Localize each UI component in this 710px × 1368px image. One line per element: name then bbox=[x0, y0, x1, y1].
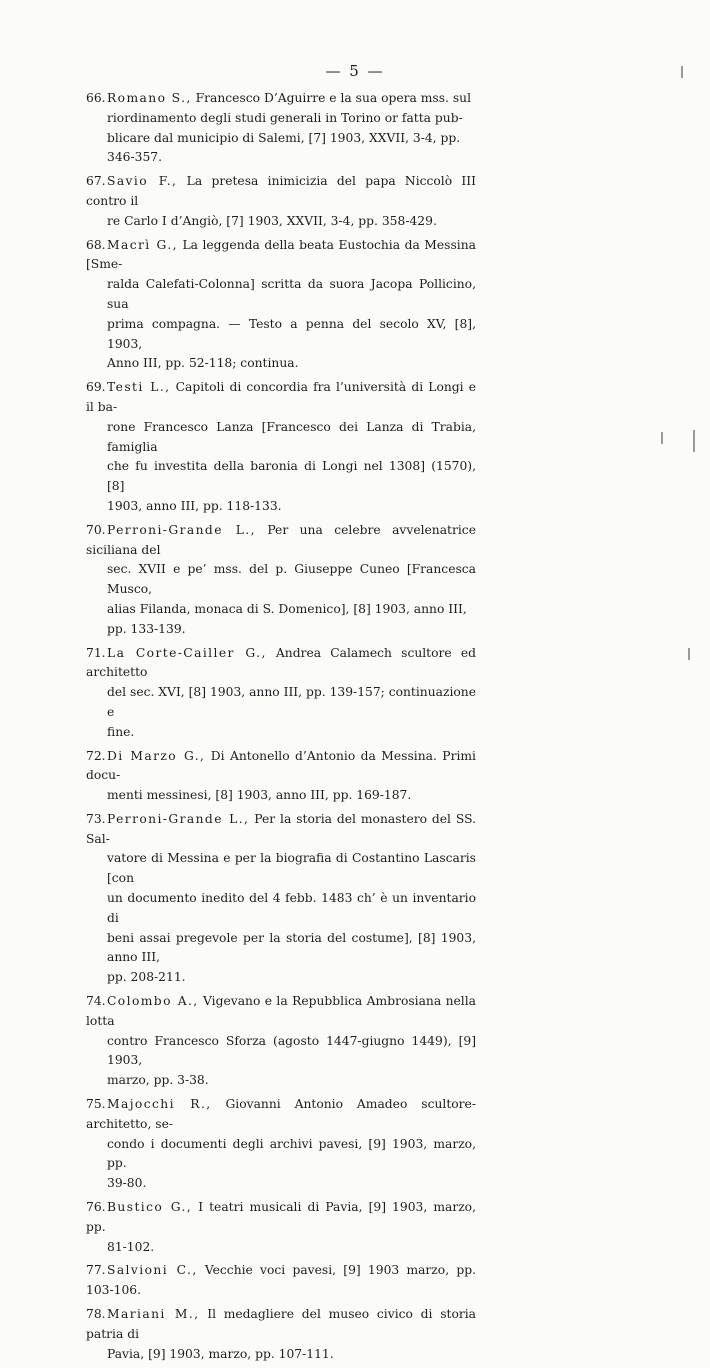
entry-author: Bustico G., bbox=[107, 1200, 193, 1215]
entry-number: 71. bbox=[86, 645, 106, 660]
entry-text-line: 1903, anno III, pp. 118-133. bbox=[107, 498, 282, 513]
bibliography-entry bbox=[86, 992, 476, 1091]
bibliography-list bbox=[86, 89, 476, 1368]
entry-author: Salvioni C., bbox=[107, 1263, 198, 1278]
entry-text-line: che fu investita della baronia di Longi nel 1308] (1570), [8] bbox=[107, 459, 476, 494]
entry-number: 74. bbox=[86, 994, 106, 1009]
bibliography-entry bbox=[86, 747, 476, 806]
entry-number: 67. bbox=[86, 174, 106, 189]
entry-number: 78. bbox=[86, 1307, 106, 1322]
page-number: — 5 — bbox=[325, 62, 385, 80]
entry-text-line: fine. bbox=[107, 724, 135, 739]
entry-author: Colombo A., bbox=[107, 994, 199, 1009]
entry-text-line: beni assai pregevole per la storia del costume], [8] 1903, anno III, bbox=[107, 930, 476, 965]
entry-text-line: Vecchie voci pavesi, [9] 1903 marzo, pp. 103-106. bbox=[86, 1263, 476, 1298]
entry-number: 73. bbox=[86, 811, 106, 826]
entry-text-line: Il medagliere del museo civico di storia patria di bbox=[86, 1307, 476, 1341]
entry-text-line: sec. XVII e pe’ mss. del p. Giuseppe Cuneo [Francesca Musco, bbox=[107, 562, 476, 597]
entry-author: Majocchi R., bbox=[107, 1097, 212, 1112]
entry-text-line: Capitoli di concordia fra l’università di Longi e il ba- bbox=[86, 380, 476, 414]
entry-number: 68. bbox=[86, 237, 106, 252]
entry-text-line: I teatri musicali di Pavia, [9] 1903, marzo, pp. bbox=[86, 1200, 476, 1234]
entry-text-line: contro Francesco Sforza (agosto 1447-giugno 1449), [9] 1903, bbox=[107, 1033, 476, 1068]
entry-number: 66. bbox=[86, 91, 106, 105]
bibliography-entry bbox=[86, 1305, 476, 1364]
entry-number: 69. bbox=[86, 380, 106, 395]
entry-author: Testi L., bbox=[107, 380, 171, 395]
entry-author: Perroni-Grande L., bbox=[107, 811, 250, 826]
entry-text-line: menti messinesi, [8] 1903, anno III, pp. 169-187. bbox=[107, 788, 412, 803]
entry-text-line: La pretesa inimicizia del papa Niccolò III contro il bbox=[86, 174, 477, 208]
entry-text-line: riordinamento degli studi generali in Torino or fatta pub- bbox=[107, 110, 463, 125]
entry-text-line: blicare dal municipio di Salemi, [7] 1903, XXVII, 3-4, pp. bbox=[107, 130, 461, 145]
entry-author: Romano S., bbox=[107, 91, 192, 105]
entry-number: 70. bbox=[86, 522, 106, 537]
entry-text-line: prima compagna. — Testo a penna del secolo XV, [8], 1903, bbox=[107, 316, 476, 351]
entry-number: 76. bbox=[86, 1200, 106, 1215]
entry-author: Savio F., bbox=[107, 174, 178, 189]
entry-number: 77. bbox=[86, 1263, 106, 1278]
entry-text-line: del sec. XVI, [8] 1903, anno III, pp. 139-157; continuazione e bbox=[107, 685, 476, 719]
scan-mark bbox=[688, 648, 690, 660]
entry-text-line: 39-80. bbox=[107, 1176, 147, 1191]
entry-text-line: un documento inedito del 4 febb. 1483 ch’ è un inventario di bbox=[107, 891, 476, 925]
entry-text-line: pp. 208-211. bbox=[107, 970, 186, 985]
bibliography-entry bbox=[86, 378, 476, 517]
bibliography-entry bbox=[86, 1198, 476, 1257]
entry-text-line: vatore di Messina e per la biografia di Costantino Lascaris [con bbox=[107, 851, 476, 886]
bibliography-entry bbox=[86, 810, 476, 988]
entry-author: Di Marzo G., bbox=[107, 748, 206, 763]
entry-author: Perroni-Grande L., bbox=[107, 522, 256, 537]
bibliography-entry bbox=[86, 521, 476, 640]
entry-text-line: pp. 133-139. bbox=[107, 621, 186, 636]
bibliography-entry bbox=[86, 644, 476, 743]
entry-text-line: ralda Calefati-Colonna] scritta da suora Jacopa Pollicino, sua bbox=[107, 277, 476, 311]
entry-text-line: 346-357. bbox=[107, 150, 163, 165]
entry-text-line: Francesco D’Aguirre e la sua opera mss. sul bbox=[195, 91, 472, 105]
entry-author: La Corte-Cailler G., bbox=[107, 645, 267, 660]
entry-text-line: condo i documenti degli archivi pavesi, [9] 1903, marzo, pp. bbox=[107, 1136, 476, 1171]
bibliography-entry bbox=[86, 89, 476, 168]
scan-mark bbox=[661, 432, 663, 444]
bibliography-entry bbox=[86, 172, 476, 231]
entry-text-line: Anno III, pp. 52-118; continua. bbox=[107, 356, 299, 371]
bibliography-entry bbox=[86, 236, 476, 375]
entry-text-line: re Carlo I d’Angiò, [7] 1903, XXVII, 3-4, pp. 358-429. bbox=[107, 213, 437, 228]
entry-text-line: marzo, pp. 3-38. bbox=[107, 1073, 209, 1088]
scan-mark bbox=[693, 430, 695, 452]
entry-number: 75. bbox=[86, 1097, 106, 1112]
bibliography-entry bbox=[86, 1095, 476, 1194]
bibliography-entry bbox=[86, 1261, 476, 1301]
entry-text-line: rone Francesco Lanza [Francesco dei Lanza di Trabia, famiglia bbox=[107, 419, 476, 454]
entry-number: 72. bbox=[86, 748, 106, 763]
entry-text-line: Per la storia del monastero del SS. Sal- bbox=[86, 811, 476, 846]
entry-text-line: Vigevano e la Repubblica Ambrosiana nella lotta bbox=[86, 994, 476, 1028]
entry-author: Mariani M., bbox=[107, 1307, 200, 1322]
entry-text-line: Giovanni Antonio Amadeo scultore-architetto, se- bbox=[86, 1097, 476, 1131]
entry-text-line: Per una celebre avvelenatrice siciliana del bbox=[86, 522, 476, 557]
entry-text-line: 81-102. bbox=[107, 1239, 155, 1254]
entry-author: Macrì G., bbox=[107, 237, 178, 252]
entry-text-line: alias Filanda, monaca di S. Domenico], [8] 1903, anno III, bbox=[107, 601, 467, 616]
entry-text-line: Di Antonello d’Antonio da Messina. Primi docu- bbox=[86, 748, 476, 783]
scan-mark bbox=[681, 66, 683, 78]
entry-text-line: Andrea Calamech scultore ed architetto bbox=[86, 645, 476, 680]
entry-text-line: Pavia, [9] 1903, marzo, pp. 107-111. bbox=[107, 1346, 334, 1361]
entry-text-line: La leggenda della beata Eustochia da Messina [Sme- bbox=[86, 237, 476, 272]
